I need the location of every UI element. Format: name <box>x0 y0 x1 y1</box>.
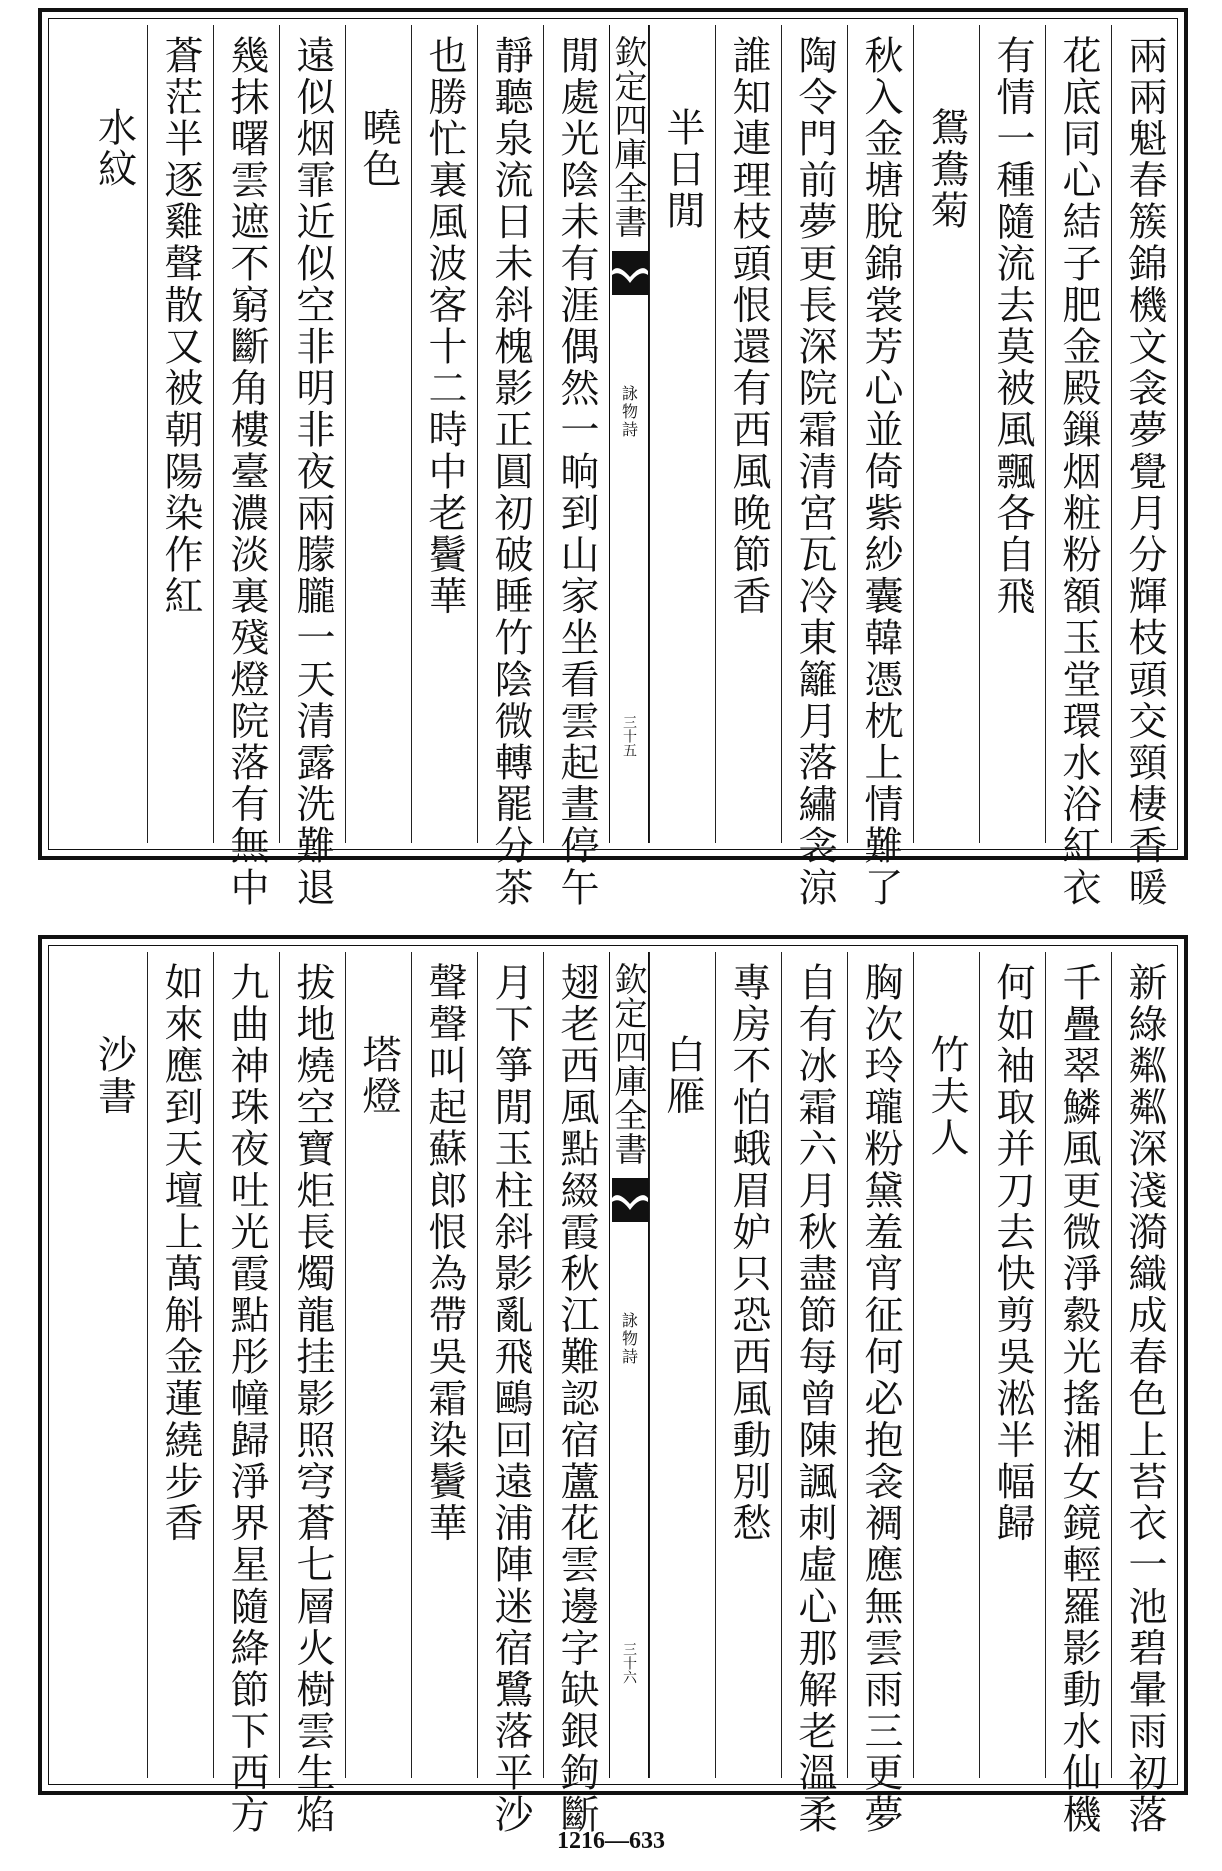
poem-title-column <box>649 25 715 843</box>
verse-text: 閒處光陰未有涯偶然一晌到山家坐看雲起晝停午 <box>554 35 599 909</box>
verse-text: 聲聲叫起蘇郎恨為帶吳霜染鬢華 <box>422 962 467 1545</box>
verse-column <box>1045 25 1111 909</box>
verse-column <box>147 25 213 843</box>
poem-title-column <box>345 952 411 1778</box>
verse-column <box>715 25 781 843</box>
poem-title-column <box>913 952 979 1778</box>
section-label: 詠物詩 <box>619 385 639 439</box>
verse-column <box>411 952 477 1778</box>
verse-text: 如來應到天壇上萬斛金蓮繞步香 <box>158 962 203 1545</box>
page-inner-frame <box>48 18 1178 909</box>
verse-column <box>1111 25 1177 909</box>
verse-text: 千疊翠鱗風更微淨縠光搖湘女鏡輕羅影動水仙機 <box>1056 962 1101 1836</box>
verse-column <box>411 25 477 843</box>
verse-text: 陶令門前夢更長深院霜清宮瓦冷東籬月落繡衾涼 <box>792 35 837 909</box>
page-top <box>38 8 1188 909</box>
poem-title: 沙書 <box>91 1034 137 1118</box>
banner-title: 欽定四庫全書 <box>609 35 649 239</box>
verse-column <box>543 25 609 909</box>
verse-text: 蒼茫半逐雞聲散又被朝陽染作紅 <box>158 35 203 618</box>
verse-column <box>715 952 781 1778</box>
verse-text: 秋入金塘脫錦裳芳心並倚紫紗囊韓憑枕上情難了 <box>858 35 903 909</box>
verse-text: 靜聽泉流日未斜槐影正圓初破睡竹陰微轉罷分茶 <box>488 35 533 909</box>
verse-column <box>279 952 345 1836</box>
page-inner-frame <box>48 945 1178 1836</box>
poem-title: 水紋 <box>91 107 137 191</box>
verse-text: 兩兩魁春簇錦機文衾夢覺月分輝枝頭交頸棲香暖 <box>1122 35 1167 909</box>
fish-tail-ornament-icon <box>612 251 648 295</box>
poem-title: 竹夫人 <box>924 1034 969 1159</box>
verse-column <box>1045 952 1111 1836</box>
folio-number: 三十五 <box>621 715 637 757</box>
verse-column <box>847 952 913 1836</box>
page-bottom <box>38 935 1188 1836</box>
poem-title-column <box>81 25 147 843</box>
poem-title: 半日閒 <box>660 107 705 232</box>
poem-title: 鴛鴦菊 <box>924 107 969 232</box>
verse-column <box>1111 952 1177 1836</box>
poem-title-column <box>345 25 411 843</box>
verse-column <box>213 952 279 1836</box>
verse-text: 幾抹曙雲遮不窮斷角樓臺濃淡裏殘燈院落有無中 <box>224 35 269 909</box>
poem-title-column <box>81 952 147 1778</box>
center-banner <box>609 25 649 843</box>
verse-text: 拔地燒空寶炬長燭龍挂影照穹蒼七層火樹雲生焰 <box>290 962 335 1836</box>
section-label: 詠物詩 <box>619 1312 639 1366</box>
poem-title: 塔燈 <box>356 1034 401 1118</box>
poem-title: 曉色 <box>356 107 401 191</box>
verse-text: 也勝忙裏風波客十二時中老鬢華 <box>422 35 467 618</box>
poem-title: 白雁 <box>660 1034 705 1118</box>
page-number: 1216—633 <box>557 1828 665 1854</box>
verse-column <box>847 25 913 909</box>
verse-text: 花底同心結子肥金殿鏁烟粧粉額玉堂環水浴紅衣 <box>1056 35 1101 909</box>
banner-title: 欽定四庫全書 <box>609 962 649 1166</box>
verse-text: 遠似烟霏近似空非明非夜兩朦朧一天清露洗難退 <box>290 35 335 909</box>
center-banner <box>609 952 649 1778</box>
verse-column <box>477 25 543 909</box>
verse-text: 自有冰霜六月秋盡節每曾陳諷刺虛心那解老溫柔 <box>792 962 837 1836</box>
verse-column <box>543 952 609 1836</box>
verse-text: 有情一種隨流去莫被風飄各自飛 <box>990 35 1035 618</box>
verse-text: 九曲神珠夜吐光霞點彤幢歸淨界星隨絳節下西方 <box>224 962 269 1836</box>
poem-title-column <box>913 25 979 843</box>
verse-column <box>979 952 1045 1778</box>
folio-number: 三十六 <box>621 1642 637 1684</box>
verse-column <box>781 952 847 1836</box>
verse-column <box>477 952 543 1836</box>
verse-column <box>147 952 213 1778</box>
verse-column <box>781 25 847 909</box>
poem-title-column <box>649 952 715 1778</box>
verse-text: 何如袖取并刀去快剪吳淞半幅歸 <box>990 962 1035 1545</box>
verse-text: 胸次玲瓏粉黛羞宵征何必抱衾裯應無雲雨三更夢 <box>858 962 903 1836</box>
verse-text: 新綠粼粼深淺漪織成春色上苔衣一池碧暈雨初落 <box>1122 962 1167 1836</box>
verse-column <box>279 25 345 909</box>
verse-text: 翅老西風點綴霞秋江難認宿蘆花雲邊字缺銀鉤斷 <box>554 962 599 1836</box>
verse-text: 專房不怕蛾眉妒只恐西風動別愁 <box>726 962 771 1545</box>
verse-text: 誰知連理枝頭恨還有西風晚節香 <box>726 35 771 618</box>
fish-tail-ornament-icon <box>612 1178 648 1222</box>
verse-column <box>979 25 1045 843</box>
verse-text: 月下箏閒玉柱斜影亂飛鷗回遠浦陣迷宿鷺落平沙 <box>488 962 533 1836</box>
verse-column <box>213 25 279 909</box>
